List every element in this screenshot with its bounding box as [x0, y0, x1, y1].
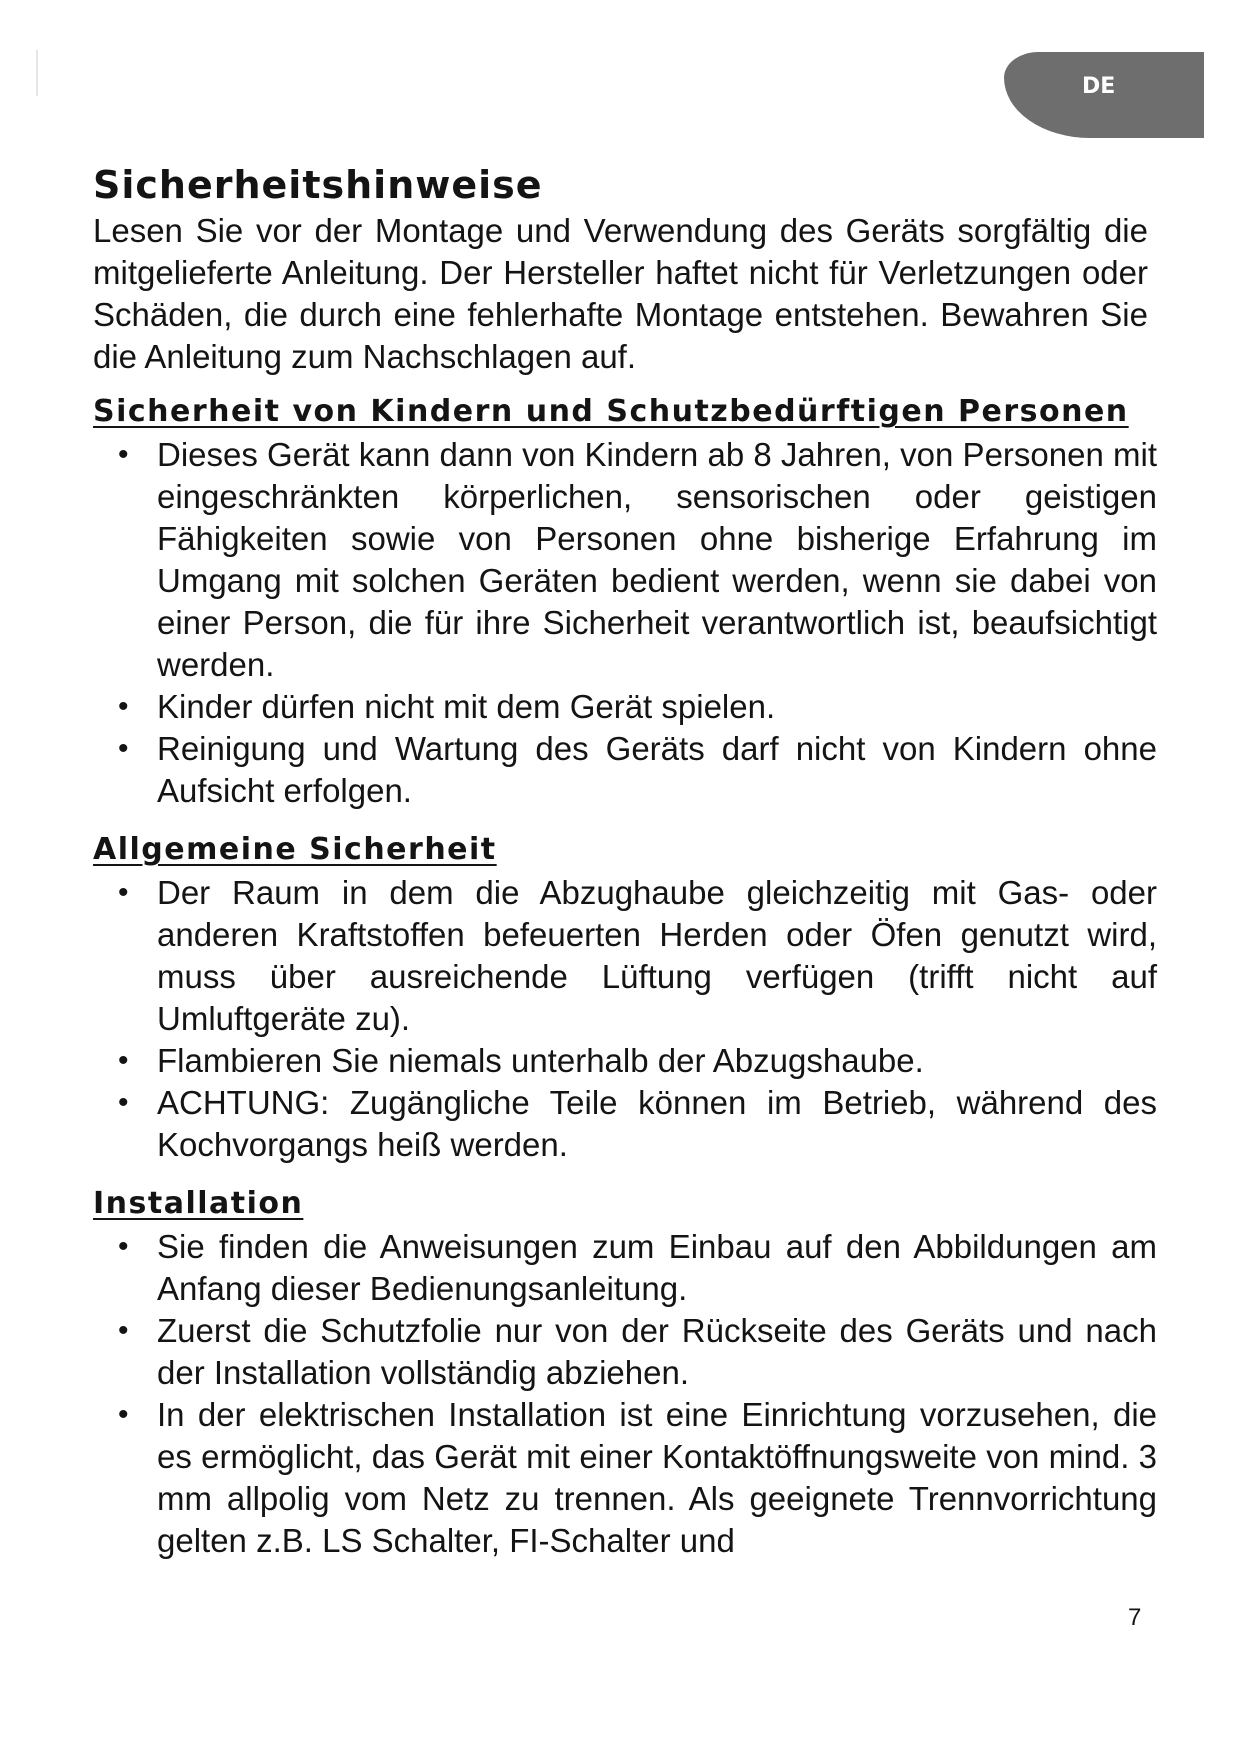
list-item: • Der Raum in dem die Abzughaube gleichzeitig mit Gas- oder anderen Kraftstoffen befeuerten Herden oder Öfen genutzt wird, muss über ausreichende Lüftung verfügen (trifft nicht auf Umluftgeräte zu). — [93, 872, 1157, 1040]
list-item: • ACHTUNG: Zugängliche Teile können im Betrieb, während des Kochvorgangs heiß werden. — [93, 1082, 1157, 1166]
section-heading-installation: Installation — [93, 1186, 304, 1221]
language-tab — [1004, 52, 1204, 138]
list-item: • Reinigung und Wartung des Geräts darf nicht von Kindern ohne Aufsicht erfolgen. — [93, 728, 1157, 812]
list-item: • Flambieren Sie niemals unterhalb der Abzugshaube. — [93, 1040, 1157, 1082]
list-item: • Dieses Gerät kann dann von Kindern ab 8 Jahren, von Personen mit eingeschränkten körperlichen, sensorischen oder geistigen Fähigkeiten sowie von Personen ohne bisherige Erfahrung im Umgang mit solchen Geräten bedient werden, wenn sie dabei von einer Person, die für ihre Sicherheit verantwortlich ist, beaufsichtigt werden. — [93, 434, 1157, 686]
intro-paragraph: Lesen Sie vor der Montage und Verwendung des Geräts sorgfältig die mitgelieferte Anleitung. Der Hersteller haftet nicht für Verletzungen oder Schäden, die durch eine fehlerhafte Montage entstehen. Bewahren Sie die Anleitung zum Nachschlagen auf. — [93, 212, 1148, 375]
margin-mark — [36, 50, 38, 96]
language-tab-label: DE — [1082, 74, 1116, 99]
list-item: • Zuerst die Schutzfolie nur von der Rückseite des Geräts und nach der Installation vollständig abziehen. — [93, 1310, 1157, 1394]
list-item: • Kinder dürfen nicht mit dem Gerät spielen. — [93, 686, 1157, 728]
section-list-general-safety — [93, 872, 1157, 1166]
document-body — [93, 160, 1157, 1562]
section-list-children — [93, 434, 1157, 812]
page-title: Sicherheitshinweise — [93, 163, 543, 207]
page-number: 7 — [1128, 1604, 1142, 1631]
section-list-installation — [93, 1226, 1157, 1562]
list-item: • Sie finden die Anweisungen zum Einbau auf den Abbildungen am Anfang dieser Bedienungsanleitung. — [93, 1226, 1157, 1310]
section-heading-general-safety: Allgemeine Sicherheit — [93, 832, 497, 867]
section-heading-children: Sicherheit von Kindern und Schutzbedürftigen Personen — [93, 394, 1129, 429]
list-item: • In der elektrischen Installation ist eine Einrichtung vorzusehen, die es ermöglicht, das Gerät mit einer Kontaktöffnungsweite von mind. 3 mm allpolig vom Netz zu trennen. Als geeignete Trennvorrichtung gelten z.B. LS Schalter, FI-Schalter und — [93, 1394, 1157, 1562]
